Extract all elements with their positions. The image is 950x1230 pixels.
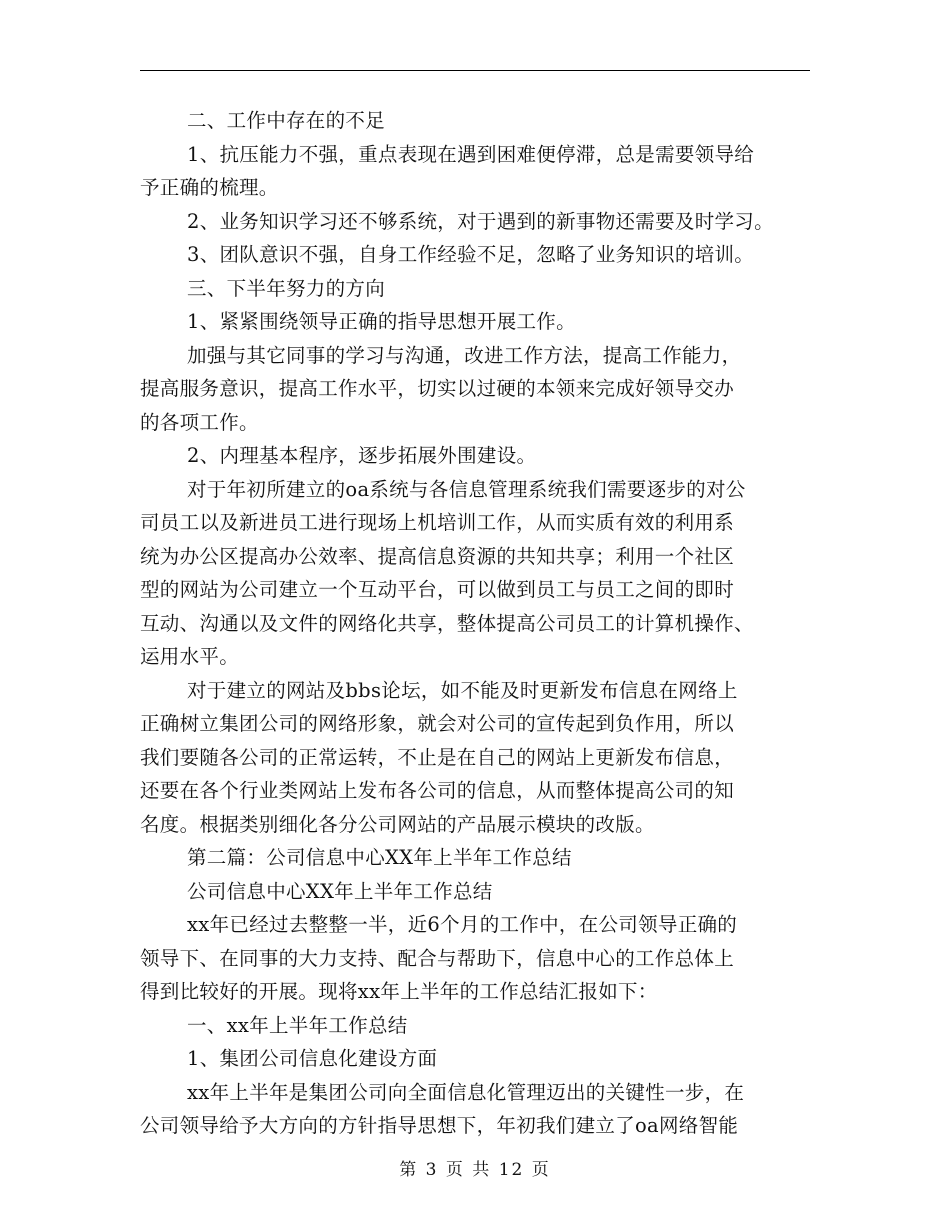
text-line: xx年已经过去整整一半，近6个月的工作中，在公司领导正确的 <box>187 913 738 936</box>
text-line: 运用水平。 <box>140 645 240 668</box>
section-heading: 公司信息中心XX年上半年工作总结 <box>187 879 493 903</box>
header-rule <box>140 70 810 71</box>
text-line: 2、内理基本程序，逐步拓展外围建设。 <box>187 444 537 467</box>
text-line: 1、集团公司信息化建设方面 <box>187 1047 438 1070</box>
text-line: 还要在各个行业类网站上发布各公司的信息，从而整体提高公司的知 <box>140 779 735 802</box>
text-line: 予正确的梳理。 <box>140 176 279 199</box>
text-line: 我们要随各公司的正常运转，不止是在自己的网站上更新发布信息， <box>140 745 735 769</box>
text-line: xx年上半年是集团公司向全面信息化管理迈出的关键性一步，在 <box>187 1080 745 1104</box>
text-line: 公司领导给予大方向的方针指导思想下，年初我们建立了oa网络智能 <box>140 1114 739 1137</box>
text-line: 型的网站为公司建立一个互动平台，可以做到员工与员工之间的即时 <box>140 578 735 601</box>
text-line: 一、xx年上半年工作总结 <box>187 1013 408 1037</box>
text-line: 名度。根据类别细化各分公司网站的产品展示模块的改版。 <box>140 812 655 836</box>
text-line: 对于年初所建立的oa系统与各信息管理系统我们需要逐步的对公 <box>187 477 746 501</box>
text-line: 的各项工作。 <box>140 410 259 434</box>
text-line: 统为办公区提高办公效率、提高信息资源的共知共享；利用一个社区 <box>140 544 735 568</box>
text-line: 提高服务意识，提高工作水平，切实以过硬的本领来完成好领导交办 <box>140 377 735 400</box>
text-line: 互动、沟通以及文件的网络化共享，整体提高公司员工的计算机操作、 <box>140 611 754 635</box>
text-line: 司员工以及新进员工进行现场上机培训工作，从而实质有效的利用系 <box>140 511 735 534</box>
text-line: 1、抗压能力不强，重点表现在遇到困难便停滞，总是需要领导给 <box>187 142 755 166</box>
page-number: 第 3 页 共 12 页 <box>399 1160 551 1180</box>
text-line: 2、业务知识学习还不够系统，对于遇到的新事物还需要及时学习。 <box>187 209 774 233</box>
text-line: 三、下半年努力的方向 <box>187 276 386 300</box>
text-line: 对于建立的网站及bbs论坛，如不能及时更新发布信息在网络上 <box>187 678 738 702</box>
text-line: 领导下、在同事的大力支持、配合与帮助下，信息中心的工作总体上 <box>140 946 735 970</box>
section-heading: 第二篇：公司信息中心XX年上半年工作总结 <box>187 846 572 869</box>
text-line: 加强与其它同事的学习与沟通，改进工作方法，提高工作能力， <box>187 343 742 367</box>
document-body <box>140 104 816 1143</box>
text-line: 正确树立集团公司的网络形象，就会对公司的宣传起到负作用，所以 <box>140 712 735 735</box>
text-line: 3、团队意识不强，自身工作经验不足，忽略了业务知识的培训。 <box>187 243 755 266</box>
page-footer <box>0 1155 950 1180</box>
text-line: 1、紧紧围绕领导正确的指导思想开展工作。 <box>187 310 576 333</box>
text-line: 二、工作中存在的不足 <box>187 109 386 132</box>
text-line: 得到比较好的开展。现将xx年上半年的工作总结汇报如下： <box>140 980 658 1003</box>
